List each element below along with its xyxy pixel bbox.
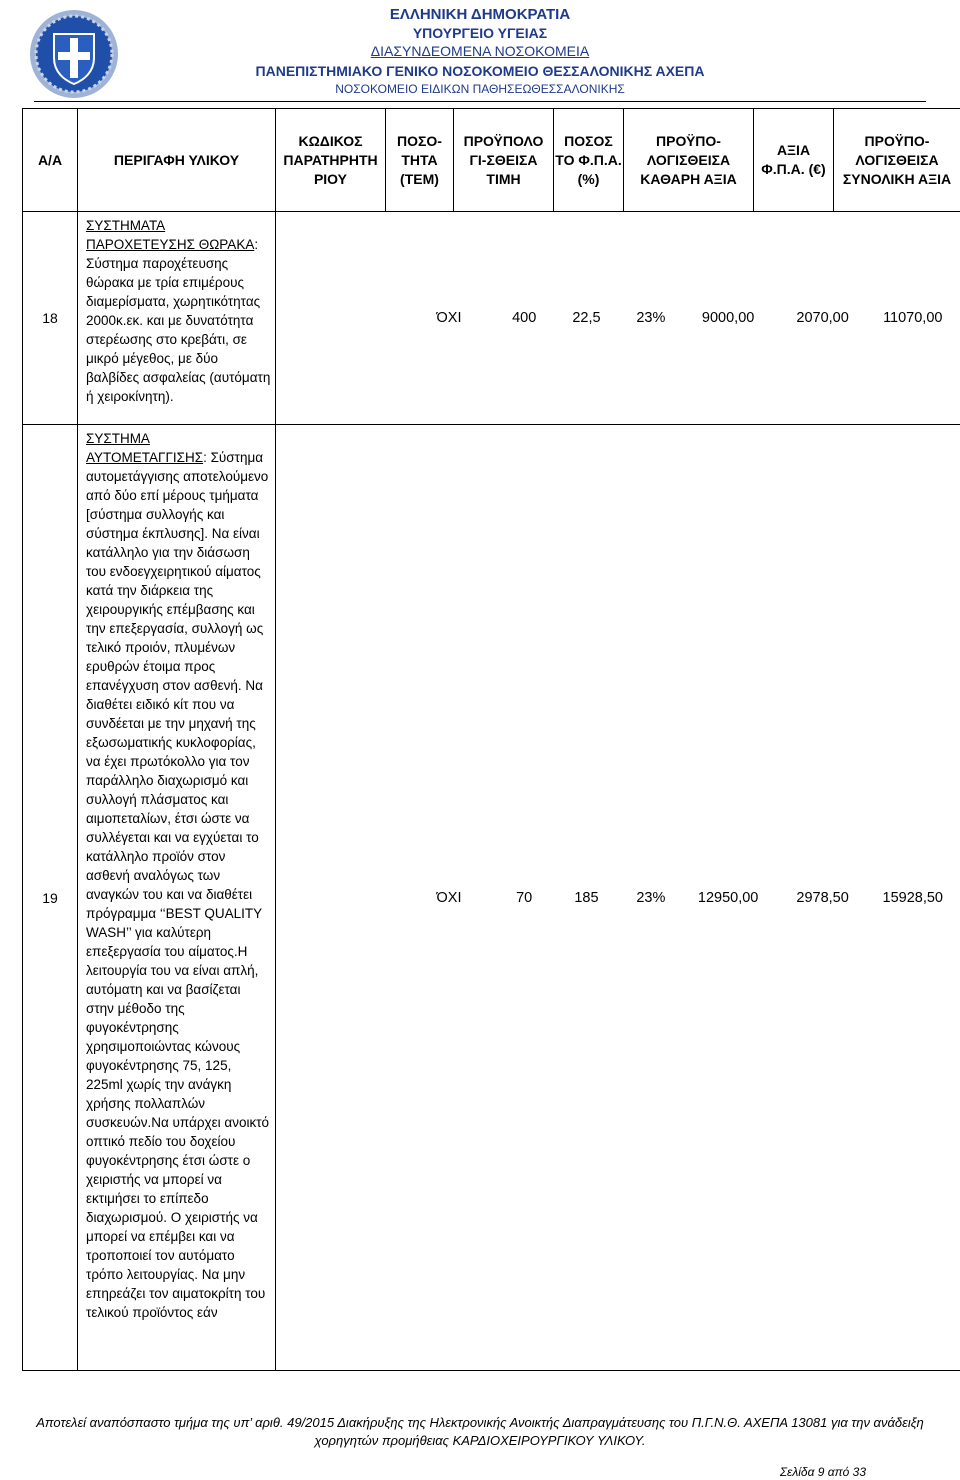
- greek-emblem-logo: [28, 8, 120, 100]
- row-qty: 70: [516, 889, 533, 906]
- col-header-code: ΚΩΔΙΚΟΣ ΠΑΡΑΤΗΡΗΤΗ ΡΙΟΥ: [276, 109, 386, 212]
- row-price: 185: [574, 889, 599, 906]
- row-desc-text: : Σύστημα παροχέτευσης θώρακα με τρία επιμέρους διαμερίσματα, χωρητικότητας 2000κ.εκ. και με δυνατότητα στερέωσης στο κρεβάτι, σε μικρό μέγεθος, με δύο βαλβίδες ασφαλείας (αυτόματη ή χειροκίνητη).: [86, 237, 271, 404]
- row-net: 12950,00: [697, 889, 759, 906]
- row-aa: 19: [23, 425, 78, 1371]
- row-title: ΣΥΣΤΗΜΑΤΑ ΠΑΡΟΧΕΤΕΥΣΗΣ ΘΩΡΑΚΑ: [86, 218, 255, 252]
- col-header-total: ΠΡΟΫΠΟ- ΛΟΓΙΣΘΕΙΣΑ ΣΥΝΟΛΙΚΗ ΑΞΙΑ: [834, 109, 960, 212]
- row-description: [78, 212, 276, 425]
- table-header-row: [23, 109, 960, 212]
- header-divider: [34, 101, 926, 102]
- col-header-aa: Α/Α: [23, 109, 78, 212]
- col-header-description: ΠΕΡΙΓΑΦΗ ΥΛΙΚΟΥ: [78, 109, 276, 212]
- col-header-net: ΠΡΟΫΠΟ- ΛΟΓΙΣΘΕΙΣΑ ΚΑΘΑΡΗ ΑΞΙΑ: [624, 109, 754, 212]
- row-vat-pct: 23%: [636, 889, 666, 906]
- row-desc-text: : Σύστημα αυτομετάγγισης αποτελούμενο από δύο επί μέρους τμήματα [σύστημα συλλογής και σύστημα έκπλυσης]. Να είναι κατάλληλο για την διάσωση του ενδοεγχειρητικού αίματος κατά την διάρκεια της χειρουργικής επέμβασης και την επεξεργασία, συλλογή ως τελικό προιόν, πλυμένων ερυθρών έτοιμα προς επανέγχυση στον ασθενή. Να διαθέτει ειδικό κίτ που να συνδέεται με την μηχανή της εξωσωματικής κυκλοφορίας, να έχει πρωτόκολλο για τον παράλληλο διαχωρισμό και συλλογή πλάσματος και αιμοπεταλίων, έτσι ώστε να συλλέγεται και να εγχύεται το κατάλληλο προϊόν στον ασθενή αναλόγως των αναγκών του και να διαθέτει πρόγραμμα ‘‘BEST QUALITY WASH’’ για καλύτερη επεξεργασία του αίματος.Η λειτουργία του να είναι απλή, αυτόματη και να βασίζεται στην μέθοδο της φυγοκέντρησης χρησιμοποιώντας κώνους φυγοκέντρησης 75, 125, 225ml χωρίς την ανάγκη χρήσης πολλαπλών συσκευών.Να υπάρχει ανοικτό οπτικό πεδίο του δοχείου φυγοκέντρησης έτσι ώστε ο χειριστής να μπορεί να εκτιμήσει το επίπεδο διαχωρισμού. Ο χειριστής να μπορεί να επέμβει και να τροποποιεί τον αυτόματο τρόπο λειτουργίας. Να μην επηρεάζει τον αιματοκρίτη του τελικού προϊόντος εάν: [86, 450, 270, 1320]
- header-hospital-name: ΠΑΝΕΠΙΣΤΗΜΙΑΚΟ ΓΕΝΙΚΟ ΝΟΣΟΚΟΜΕΙΟ ΘΕΣΣΑΛΟΝΙΚΗΣ ΑΧΕΠΑ: [255, 63, 705, 79]
- row-net: 9000,00: [701, 310, 755, 326]
- header-hospital-sub: ΝΟΣΟΚΟΜΕΙΟ ΕΙΔΙΚΩΝ ΠΑΘΗΣΕΩΘΕΣΣΑΛΟΝΙΚΗΣ: [335, 82, 625, 96]
- row-vat-value: 2070,00: [796, 310, 849, 326]
- row-aa: 18: [23, 212, 78, 425]
- table-row: [23, 425, 960, 1371]
- footer-line-1: Αποτελεί αναπόσπαστο τμήμα της υπ’ αριθ. 49/2015 Διακήρυξης της Ηλεκτρονικής Ανοικτής Διαπραγμάτευσης του Π.Γ.Ν.Θ. ΑΧΕΠΑ 13081 για την ανάδειξη: [36, 1415, 924, 1430]
- row-code: ΌΧΙ: [436, 310, 462, 326]
- row-total: 15928,50: [882, 889, 943, 906]
- row-vat-pct: 23%: [636, 310, 666, 326]
- page-number: Σελίδα 9 από 33: [779, 1465, 866, 1479]
- row-description: [78, 425, 276, 1371]
- items-table: [22, 108, 960, 1371]
- footer-line-2: χορηγητών προμήθειας ΚΑΡΔΙΟΧΕΙΡΟΥΡΓΙΚΟΥ ΥΛΙΚΟΥ.: [314, 1433, 646, 1448]
- row-qty: 400: [512, 310, 537, 326]
- row-vat-value: 2978,50: [796, 889, 849, 906]
- row-title: ΣΥΣΤΗΜΑ ΑΥΤΟΜΕΤΑΓΓΙΣΗΣ: [86, 431, 204, 465]
- row-code: ΌΧΙ: [436, 889, 462, 906]
- row-values: [386, 425, 960, 1371]
- header-connected-hospitals: ΔΙΑΣΥΝΔΕΟΜΕΝΑ ΝΟΣΟΚΟΜΕΙΑ: [370, 43, 590, 59]
- row-values: [386, 212, 960, 425]
- col-header-vat-value: ΑΞΙΑ Φ.Π.Α. (€): [754, 109, 834, 212]
- table-row: [23, 212, 960, 425]
- col-header-qty: ΠΟΣΟ- ΤΗΤΑ (ΤΕΜ): [386, 109, 454, 212]
- header-republic: ΕΛΛΗΝΙΚΗ ΔΗΜΟΚΡΑΤΙΑ: [389, 6, 571, 23]
- header-ministry: ΥΠΟΥΡΓΕΙΟ ΥΓΕΙΑΣ: [412, 25, 548, 41]
- row-price: 22,5: [572, 310, 601, 326]
- col-header-price: ΠΡΟΫΠΟΛΟ ΓΙ-ΣΘΕΙΣΑ ΤΙΜΗ: [454, 109, 554, 212]
- col-header-vat-pct: ΠΟΣΟΣ ΤΟ Φ.Π.Α. (%): [554, 109, 624, 212]
- row-total: 11070,00: [883, 310, 943, 326]
